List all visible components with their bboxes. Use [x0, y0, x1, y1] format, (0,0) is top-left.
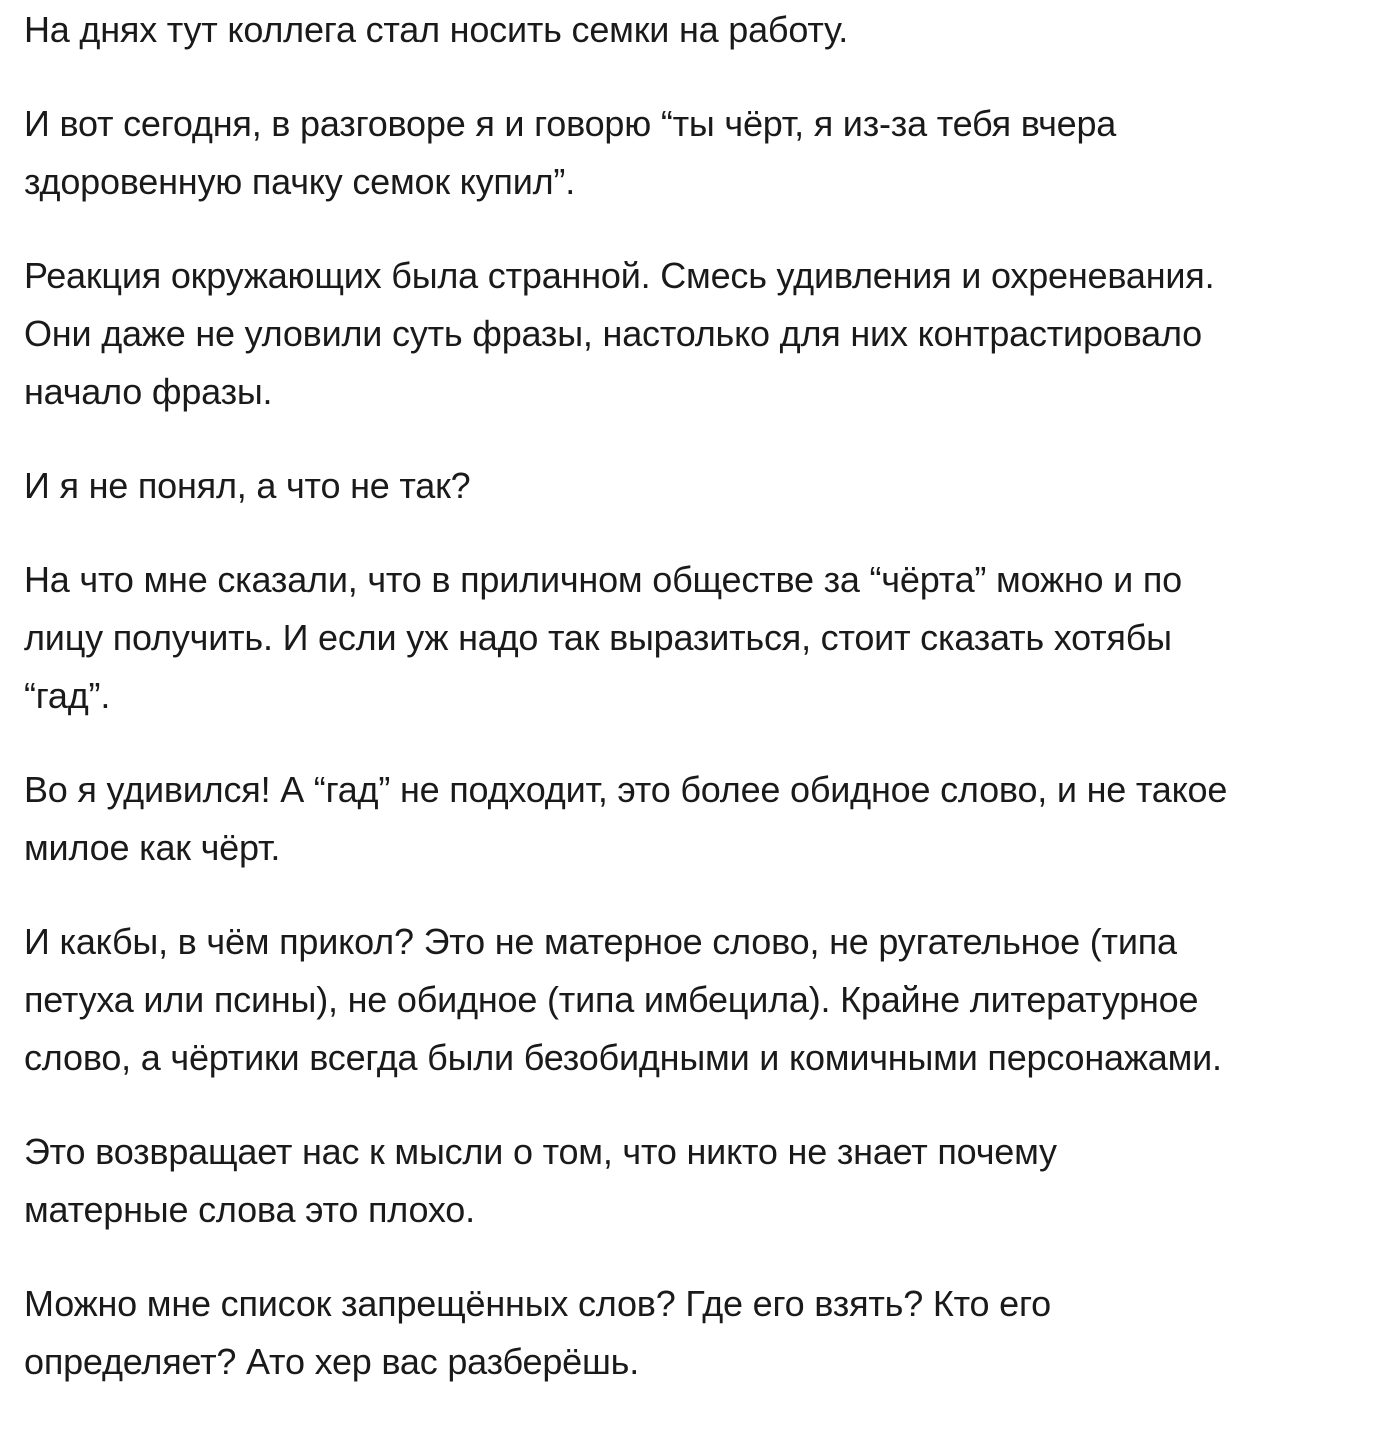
text-line: И какбы, в чём прикол? Это не матерное слово, не ругательное (типа [24, 921, 1177, 962]
text-line: И я не понял, а что не так? [24, 465, 471, 506]
text-line: Во я удивился! А “гад” не подходит, это более обидное слово, и не такое [24, 769, 1228, 810]
text-line: Реакция окружающих была странной. Смесь удивления и охреневания. [24, 255, 1215, 296]
text-line: милое как чёрт. [24, 827, 281, 868]
paragraph [24, 551, 1364, 725]
paragraph [24, 761, 1364, 877]
text-line: петуха или псины), не обидное (типа имбецила). Крайне литературное [24, 979, 1199, 1020]
text-line: здоровенную пачку семок купил”. [24, 161, 576, 202]
text-line: И вот сегодня, в разговоре я и говорю “ты чёрт, я из-за тебя вчера [24, 103, 1117, 144]
text-line: “гад”. [24, 675, 111, 716]
text-line: лицу получить. И если уж надо так выразиться, стоит сказать хотябы [24, 617, 1172, 658]
paragraph [24, 913, 1364, 1087]
text-line: Это возвращает нас к мысли о том, что никто не знает почему [24, 1131, 1057, 1172]
paragraph [24, 95, 1364, 211]
text-line: определяет? Ато хер вас разберёшь. [24, 1341, 640, 1382]
paragraph [24, 1275, 1364, 1391]
text-line: слово, а чёртики всегда были безобидными и комичными персонажами. [24, 1037, 1222, 1078]
text-line: матерные слова это плохо. [24, 1189, 475, 1230]
text-line: На днях тут коллега стал носить семки на работу. [24, 9, 849, 50]
text-line: начало фразы. [24, 371, 273, 412]
paragraph [24, 1123, 1364, 1239]
text-line: Они даже не уловили суть фразы, настолько для них контрастировало [24, 313, 1202, 354]
text-line: На что мне сказали, что в приличном обществе за “чёрта” можно и по [24, 559, 1182, 600]
post-body [24, 0, 1364, 1427]
paragraph [24, 1, 1364, 59]
text-line: Можно мне список запрещённых слов? Где его взять? Кто его [24, 1283, 1051, 1324]
paragraph [24, 247, 1364, 421]
paragraph [24, 457, 1364, 515]
